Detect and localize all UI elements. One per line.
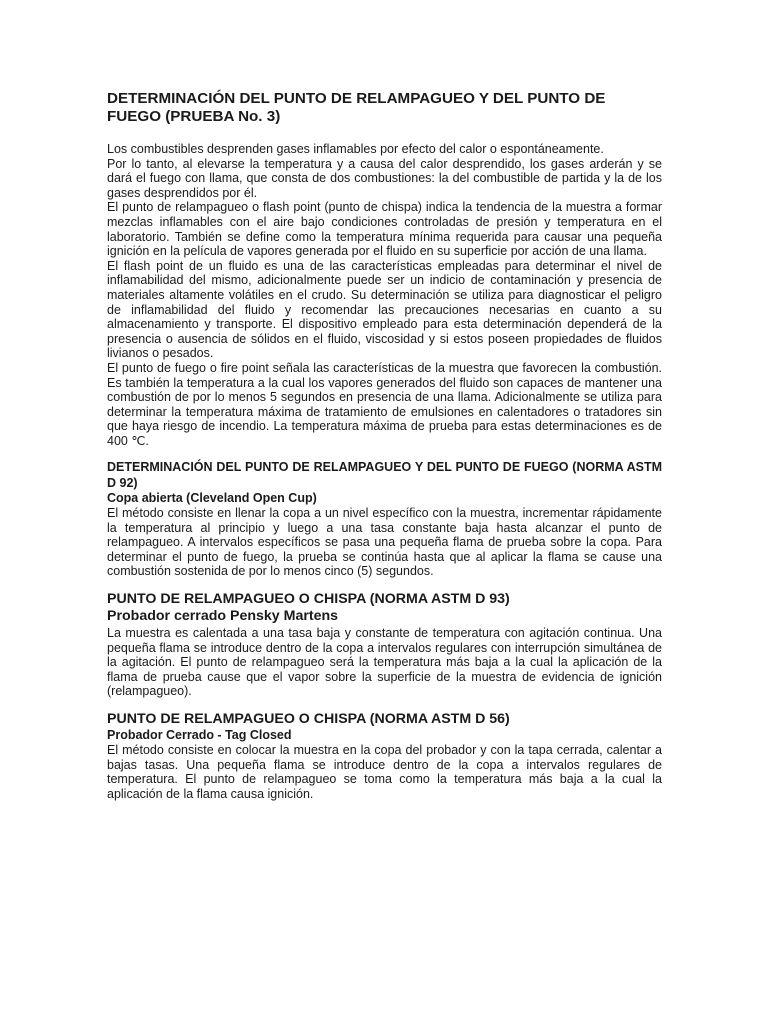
section-subheading: Probador cerrado Pensky Martens	[107, 608, 339, 625]
intro-paragraph: El punto de relampagueo o flash point (punto de chispa) indica la tendencia de la muestra a formar mezclas inflamables con el aire bajo condiciones controladas de presión y temperatura en el laboratorio. También se define como la temperatura mínima requerida para causar una pequeña ignición en la película de vapores generada por el fluido en su superficie por acción de una llama.	[107, 200, 662, 259]
section-heading: DETERMINACIÓN DEL PUNTO DE RELAMPAGUEO Y DEL PUNTO DE FUEGO (NORMA ASTM D 92)	[107, 460, 662, 490]
intro-paragraph: El flash point de un fluido es una de las características empleadas para determinar el nivel de inflamabilidad del mismo, adicionalmente puede ser un indicio de contaminación y presencia de materiales altamente volátiles en el crudo. Su determinación se utiliza para diagnosticar el peligro de inflamabilidad del fluido y recomendar las precauciones necesarias en cuanto a su almacenamiento y transporte. El dispositivo empleado para esta determinación dependerá de la presencia o ausencia de sólidos en el fluido, viscosidad y si estos poseen propiedades de fluidos livianos o pesados.	[107, 258, 662, 361]
intro-paragraph: Por lo tanto, al elevarse la temperatura y a causa del calor desprendido, los gases arderán y se dará el fuego con llama, que consta de dos combustiones: la del combustible de partida y la de los gases desprendidos por él.	[107, 156, 662, 200]
page-title: DETERMINACIÓN DEL PUNTO DE RELAMPAGUEO Y DEL PUNTO DE FUEGO (PRUEBA No. 3)	[107, 90, 606, 125]
section-body: La muestra es calentada a una tasa baja y constante de temperatura con agitación continua. Una pequeña flama se introduce dentro de la copa a intervalos regulares con interrupción simultánea de la agitación. El punto de relampagueo será la temperatura más baja a la cual la aplicación de la flama de prueba cause que el vapor sobre la superficie de la muestra de evidencia de ignición (relampagueo).	[107, 626, 662, 699]
section-astm-d93	[107, 591, 662, 699]
intro-paragraph: Los combustibles desprenden gases inflamables por efecto del calor o espontáneamente.	[107, 142, 604, 156]
section-heading: PUNTO DE RELAMPAGUEO O CHISPA (NORMA ASTM D 56)	[107, 711, 510, 728]
section-heading: PUNTO DE RELAMPAGUEO O CHISPA (NORMA ASTM D 93)	[107, 591, 510, 608]
section-subheading: Probador Cerrado - Tag Closed	[107, 728, 292, 743]
section-body: El método consiste en llenar la copa a un nivel específico con la muestra, incrementar rápidamente la temperatura al principio y luego a una tasa constante baja hasta alcanzar el punto de relampagueo. A intervalos específicos se pasa una pequeña flama de prueba sobre la copa. Para determinar el punto de fuego, la prueba se continúa hasta que al aplicar la flama se cause una combustión sostenida de por lo menos cinco (5) segundos.	[107, 506, 662, 579]
intro-paragraph: El punto de fuego o fire point señala las características de la muestra que favorecen la combustión. Es también la temperatura a la cual los vapores generados del fluido son capaces de mantener una combustión de por lo menos 5 segundos en presencia de una llama. Adicionalmente se utiliza para determinar la temperatura máxima de tratamiento de emulsiones en calentadores o tratadores sin que haya riesgo de incendio. La temperatura máxima de prueba para estas determinaciones es de 400 ℃.	[107, 360, 662, 448]
section-astm-d92	[107, 460, 662, 579]
section-astm-d56	[107, 711, 662, 802]
intro-section	[107, 142, 662, 448]
section-body: El método consiste en colocar la muestra en la copa del probador y con la tapa cerrada, calentar a bajas tasas. Una pequeña flama se introduce dentro de la copa a intervalos regulares de temperatura. El punto de relampagueo se toma como la temperatura más baja a la cual la aplicación de la flama causa ignición.	[107, 743, 662, 801]
section-subheading: Copa abierta (Cleveland Open Cup)	[107, 490, 317, 505]
document-page	[107, 90, 662, 802]
